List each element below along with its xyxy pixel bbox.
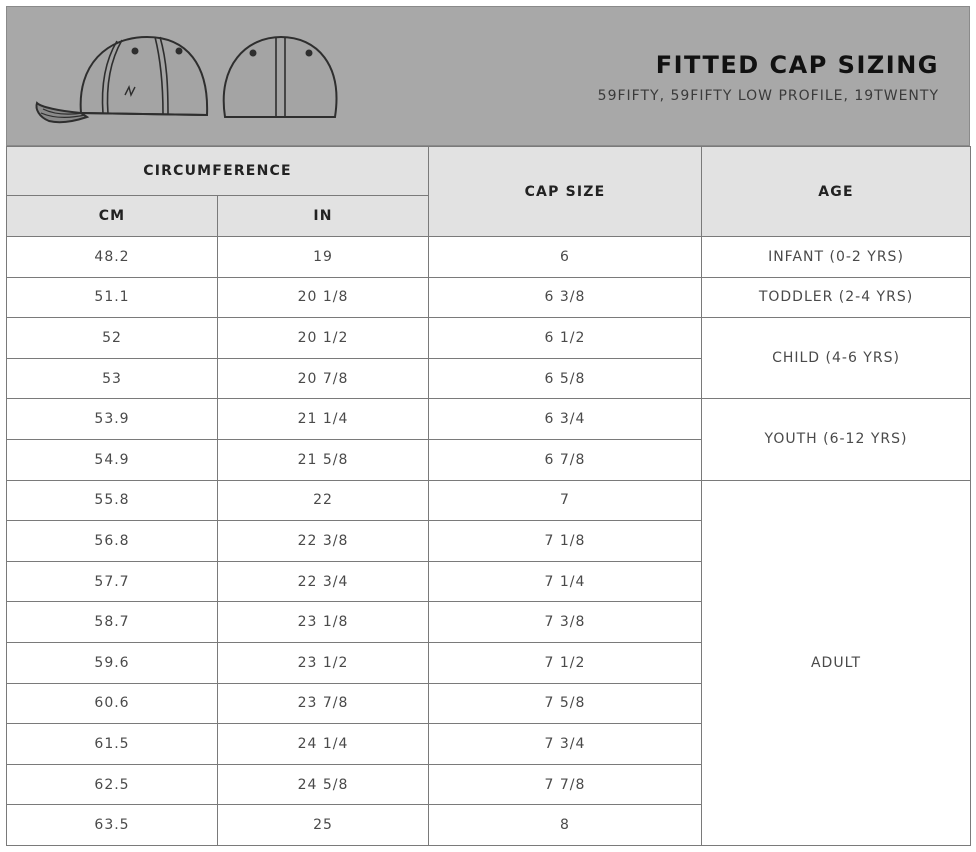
header-banner bbox=[6, 6, 970, 146]
cell-cm: 48.2 bbox=[7, 237, 218, 278]
cell-cm: 51.1 bbox=[7, 277, 218, 318]
cell-cm: 58.7 bbox=[7, 602, 218, 643]
cell-in: 24 5/8 bbox=[218, 764, 429, 805]
table-row bbox=[7, 318, 971, 359]
cell-cm: 55.8 bbox=[7, 480, 218, 521]
cell-cap-size: 7 1/8 bbox=[429, 521, 702, 562]
cell-cap-size: 7 3/8 bbox=[429, 602, 702, 643]
cell-age-toddler: TODDLER (2-4 YRS) bbox=[702, 277, 971, 318]
cap-side-view-icon bbox=[37, 37, 208, 122]
cell-cm: 52 bbox=[7, 318, 218, 359]
cell-in: 25 bbox=[218, 805, 429, 846]
cap-back-view-icon bbox=[224, 37, 337, 117]
cell-in: 22 3/8 bbox=[218, 521, 429, 562]
header-cm: CM bbox=[7, 196, 218, 237]
cell-cap-size: 6 7/8 bbox=[429, 439, 702, 480]
cell-age-child: CHILD (4-6 YRS) bbox=[702, 318, 971, 399]
cell-in: 22 bbox=[218, 480, 429, 521]
header-age: AGE bbox=[702, 147, 971, 237]
cell-in: 20 1/8 bbox=[218, 277, 429, 318]
cell-cm: 63.5 bbox=[7, 805, 218, 846]
sizing-table bbox=[6, 146, 971, 846]
cell-cap-size: 7 7/8 bbox=[429, 764, 702, 805]
table-row bbox=[7, 237, 971, 278]
cell-cap-size: 7 1/2 bbox=[429, 642, 702, 683]
cell-cap-size: 6 5/8 bbox=[429, 358, 702, 399]
cell-in: 23 1/8 bbox=[218, 602, 429, 643]
cell-cap-size: 7 1/4 bbox=[429, 561, 702, 602]
cell-cap-size: 7 5/8 bbox=[429, 683, 702, 724]
cell-age-adult: ADULT bbox=[702, 480, 971, 845]
header-circumference: CIRCUMFERENCE bbox=[7, 147, 429, 196]
header-cap-size: CAP SIZE bbox=[429, 147, 702, 237]
cell-cm: 57.7 bbox=[7, 561, 218, 602]
cell-in: 24 1/4 bbox=[218, 724, 429, 765]
cell-cap-size: 7 bbox=[429, 480, 702, 521]
cell-cap-size: 6 1/2 bbox=[429, 318, 702, 359]
cell-in: 23 7/8 bbox=[218, 683, 429, 724]
cell-cap-size: 6 3/8 bbox=[429, 277, 702, 318]
cell-cm: 59.6 bbox=[7, 642, 218, 683]
header-in: IN bbox=[218, 196, 429, 237]
cell-in: 22 3/4 bbox=[218, 561, 429, 602]
cell-cm: 53.9 bbox=[7, 399, 218, 440]
cell-in: 23 1/2 bbox=[218, 642, 429, 683]
cell-cm: 60.6 bbox=[7, 683, 218, 724]
cell-cap-size: 7 3/4 bbox=[429, 724, 702, 765]
cell-cap-size: 8 bbox=[429, 805, 702, 846]
page-title: FITTED CAP SIZING bbox=[655, 51, 939, 79]
cell-in: 21 1/4 bbox=[218, 399, 429, 440]
cell-age-youth: YOUTH (6-12 YRS) bbox=[702, 399, 971, 480]
page-subtitle: 59FIFTY, 59FIFTY LOW PROFILE, 19TWENTY bbox=[597, 88, 939, 104]
cell-in: 20 7/8 bbox=[218, 358, 429, 399]
cap-illustrations bbox=[29, 25, 349, 135]
cell-cm: 62.5 bbox=[7, 764, 218, 805]
cell-cm: 56.8 bbox=[7, 521, 218, 562]
table-row bbox=[7, 399, 971, 440]
table-row bbox=[7, 277, 971, 318]
cell-cm: 61.5 bbox=[7, 724, 218, 765]
cell-cm: 53 bbox=[7, 358, 218, 399]
cell-cm: 54.9 bbox=[7, 439, 218, 480]
cell-in: 20 1/2 bbox=[218, 318, 429, 359]
table-row bbox=[7, 480, 971, 521]
cell-age-infant: INFANT (0-2 YRS) bbox=[702, 237, 971, 278]
cell-cap-size: 6 3/4 bbox=[429, 399, 702, 440]
cell-in: 21 5/8 bbox=[218, 439, 429, 480]
cell-cap-size: 6 bbox=[429, 237, 702, 278]
cell-in: 19 bbox=[218, 237, 429, 278]
